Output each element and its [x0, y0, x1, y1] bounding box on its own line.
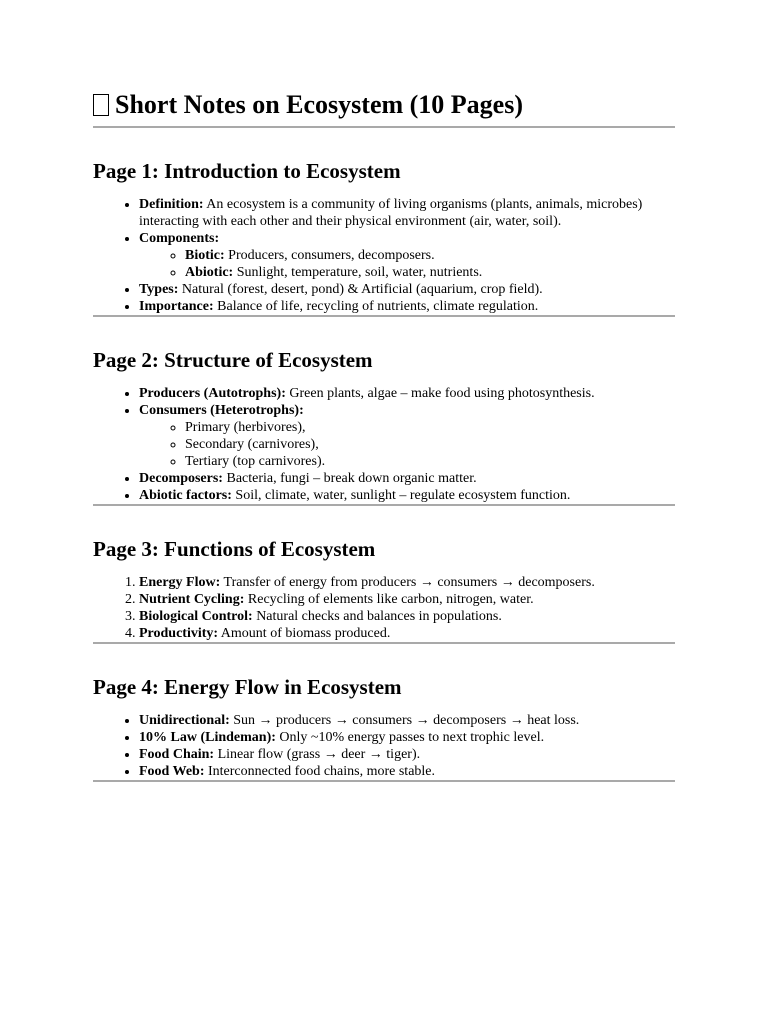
item-label: Components: [139, 231, 220, 246]
list-item [139, 230, 675, 281]
item-label: Decomposers: [139, 471, 223, 486]
item-text: Linear flow (grass → deer → tiger). [214, 747, 421, 762]
item-text: Primary (herbivores), [185, 420, 306, 435]
item-text: Transfer of energy from producers → consumers → decomposers. [220, 575, 595, 590]
sub-list-item [185, 436, 675, 453]
document-content [93, 84, 675, 782]
divider [93, 504, 675, 506]
bullet-list [93, 385, 675, 504]
divider [93, 780, 675, 782]
numbered-list [93, 574, 675, 642]
item-label: Nutrient Cycling: [139, 592, 245, 607]
item-label: Definition: [139, 197, 204, 212]
item-text: Balance of life, recycling of nutrients, climate regulation. [213, 299, 539, 314]
list-item [139, 712, 675, 729]
item-label: Consumers (Heterotrophs): [139, 403, 304, 418]
page-title [93, 84, 675, 126]
list-item [139, 729, 675, 746]
divider [93, 642, 675, 644]
sub-list-item [185, 264, 675, 281]
bullet-list [93, 196, 675, 315]
list-item [139, 487, 675, 504]
item-text: Sunlight, temperature, soil, water, nutrients. [233, 265, 483, 280]
item-label: Producers (Autotrophs): [139, 386, 286, 401]
item-text: Producers, consumers, decomposers. [224, 248, 435, 263]
item-text: Interconnected food chains, more stable. [204, 764, 436, 779]
item-label: Abiotic factors: [139, 488, 232, 503]
page-title-text: Short Notes on Ecosystem (10 Pages) [115, 90, 524, 119]
item-label: 10% Law (Lindeman): [139, 730, 276, 745]
list-item [139, 591, 675, 608]
section-introduction [93, 156, 675, 317]
bullet-list [93, 712, 675, 780]
item-text: Soil, climate, water, sunlight – regulate ecosystem function. [231, 488, 571, 503]
item-label: Productivity: [139, 626, 219, 641]
divider [93, 315, 675, 317]
item-text: Tertiary (top carnivores). [185, 454, 326, 469]
item-text: Green plants, algae – make food using photosynthesis. [285, 386, 595, 401]
list-item [139, 608, 675, 625]
sub-list-item [185, 453, 675, 470]
section-functions [93, 534, 675, 644]
item-label: Biotic: [185, 248, 225, 263]
item-text: Amount of biomass produced. [218, 626, 391, 641]
sub-list-item [185, 247, 675, 264]
item-label: Unidirectional: [139, 713, 230, 728]
section-structure [93, 345, 675, 506]
list-item [139, 196, 675, 230]
item-label: Importance: [139, 299, 214, 314]
item-label: Abiotic: [185, 265, 234, 280]
sub-list-item [185, 419, 675, 436]
document-icon [93, 94, 109, 116]
list-item [139, 281, 675, 298]
item-text: Natural (forest, desert, pond) & Artificial (aquarium, crop field). [178, 282, 543, 297]
section-title: Page 2: Structure of Ecosystem [93, 348, 373, 372]
item-text: Bacteria, fungi – break down organic matter. [222, 471, 477, 486]
item-text: Secondary (carnivores), [185, 437, 319, 452]
divider [93, 126, 675, 128]
item-text: An ecosystem is a community of living organisms (plants, animals, microbes) interacting with each other and their physical environment (air, water, soil). [139, 197, 643, 229]
section-title: Page 4: Energy Flow in Ecosystem [93, 675, 402, 699]
item-label: Food Chain: [139, 747, 215, 762]
item-label: Biological Control: [139, 609, 253, 624]
item-label: Energy Flow: [139, 575, 221, 590]
item-text: Sun → producers → consumers → decomposers → heat loss. [229, 713, 580, 728]
list-item [139, 625, 675, 642]
section-title: Page 1: Introduction to Ecosystem [93, 159, 401, 183]
list-item [139, 763, 675, 780]
item-text: Recycling of elements like carbon, nitrogen, water. [244, 592, 534, 607]
item-label: Food Web: [139, 764, 205, 779]
sub-list [139, 419, 675, 470]
list-item [139, 746, 675, 763]
section-energy-flow [93, 672, 675, 782]
list-item [139, 402, 675, 470]
list-item [139, 574, 675, 591]
section-title: Page 3: Functions of Ecosystem [93, 537, 376, 561]
sub-list [139, 247, 675, 281]
item-label: Types: [139, 282, 179, 297]
list-item [139, 298, 675, 315]
list-item [139, 385, 675, 402]
list-item [139, 470, 675, 487]
item-text: Natural checks and balances in populations. [252, 609, 502, 624]
item-text: Only ~10% energy passes to next trophic level. [275, 730, 545, 745]
